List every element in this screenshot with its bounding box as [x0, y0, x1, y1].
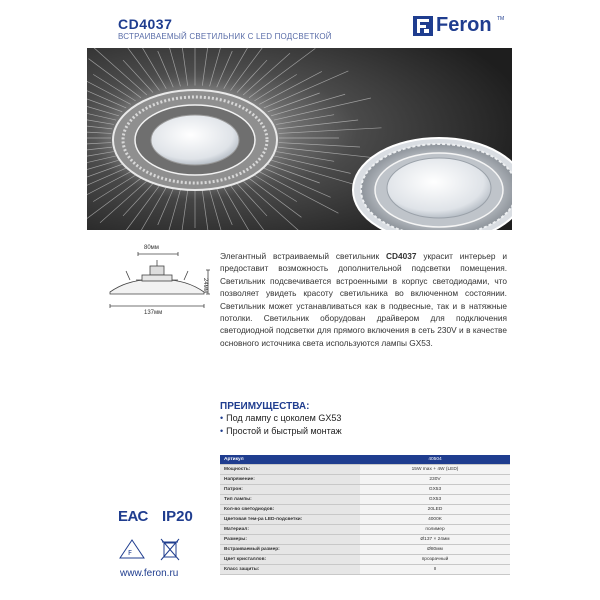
- table-row: [220, 505, 510, 515]
- spec-value: GX53: [360, 485, 510, 495]
- feron-logo: [413, 14, 503, 38]
- spec-key: Материал:: [220, 525, 360, 535]
- spec-value: полимер: [360, 525, 510, 535]
- spec-key: Мощность:: [220, 465, 360, 475]
- table-row: [220, 545, 510, 555]
- ip-rating: IP20: [162, 508, 193, 525]
- description-text-rest: украсит интерьер и предоставит возможность дополнительной подсветки помещения. Светильник подсвечивается встроенными в корпус светодиодами, что позволяет увидеть красоту светильника во включенном состоянии. Светильник может устанавливаться как в подвесные, так и в натяжные потолки. Светильник оборудован драйвером для подключения светодиодной подсветки для прямого включения в сеть 230V и в качестве основного источника света используются лампы GX53.: [220, 251, 507, 348]
- advantages-title: ПРЕИМУЩЕСТВА:: [220, 401, 310, 412]
- spec-key: Цвет кристаллов:: [220, 555, 360, 565]
- table-row: [220, 555, 510, 565]
- spec-value: 40504: [360, 455, 510, 465]
- mount-width-label: 80мм: [144, 245, 159, 251]
- table-row: [220, 535, 510, 545]
- table-row: [220, 495, 510, 505]
- advantages-list: [220, 412, 342, 437]
- table-row: [220, 515, 510, 525]
- spec-key: Кол-во светодиодов:: [220, 505, 360, 515]
- spec-key: Патрон:: [220, 485, 360, 495]
- eac-mark: ЕАС: [118, 508, 148, 525]
- no-disposal-bin-icon: [161, 539, 179, 560]
- spec-value: Ø137 × 24мм: [360, 535, 510, 545]
- mounting-surface-icon: [120, 540, 144, 558]
- spec-key: Размеры:: [220, 535, 360, 545]
- product-description: [220, 250, 507, 349]
- spec-value: 4000K: [360, 515, 510, 525]
- spec-key: Цветовая тем-ра LED-подсветки:: [220, 515, 360, 525]
- table-row: [220, 565, 510, 575]
- trademark-sign: TM: [497, 16, 505, 22]
- bullet-icon: •: [220, 425, 224, 436]
- list-item: [220, 412, 342, 425]
- spec-key: Класс защиты:: [220, 565, 360, 575]
- dimension-drawing: [100, 245, 220, 338]
- bullet-icon: •: [220, 413, 224, 423]
- spec-key: Артикул: [220, 455, 360, 465]
- table-row: [220, 485, 510, 495]
- certification-icons: [118, 536, 198, 562]
- height-label: 24мм: [202, 278, 208, 293]
- header: [0, 0, 600, 50]
- spec-key: Встраиваемый размер:: [220, 545, 360, 555]
- description-text-start: Элегантный встраиваемый светильник: [220, 251, 386, 261]
- spec-value: 15W max + 4W (LED): [360, 465, 510, 475]
- advantage-text: Простой и быстрый монтаж: [226, 425, 342, 436]
- description-model: CD4037: [386, 251, 417, 261]
- specifications-table: [220, 455, 510, 575]
- product-subtitle: ВСТРАИВАЕМЫЙ СВЕТИЛЬНИК С LED ПОДСВЕТКОЙ: [118, 32, 332, 41]
- product-photo: [87, 48, 512, 230]
- svg-text:F: F: [128, 549, 133, 557]
- list-item: [220, 425, 342, 438]
- spec-value: II: [360, 565, 510, 575]
- spec-value: 20LED: [360, 505, 510, 515]
- diameter-label: 137мм: [144, 310, 163, 316]
- spec-value: 230V: [360, 475, 510, 485]
- spec-key: Напряжение:: [220, 475, 360, 485]
- spec-value: прозрачный: [360, 555, 510, 565]
- feron-logo-mark-icon: [413, 16, 433, 36]
- table-row: [220, 455, 510, 465]
- advantage-text: Под лампу с цоколем GX53: [226, 413, 342, 423]
- spec-key: Тип лампы:: [220, 495, 360, 505]
- table-row: [220, 475, 510, 485]
- product-photo-illustration: [87, 48, 512, 230]
- table-row: [220, 465, 510, 475]
- spec-value: GX53: [360, 495, 510, 505]
- spec-value: Ø80мм: [360, 545, 510, 555]
- model-title: CD4037: [118, 16, 173, 32]
- brand-name: Feron: [436, 14, 492, 36]
- website-link[interactable]: www.feron.ru: [120, 568, 179, 579]
- dimension-drawing-illustration: [100, 248, 220, 338]
- table-row: [220, 525, 510, 535]
